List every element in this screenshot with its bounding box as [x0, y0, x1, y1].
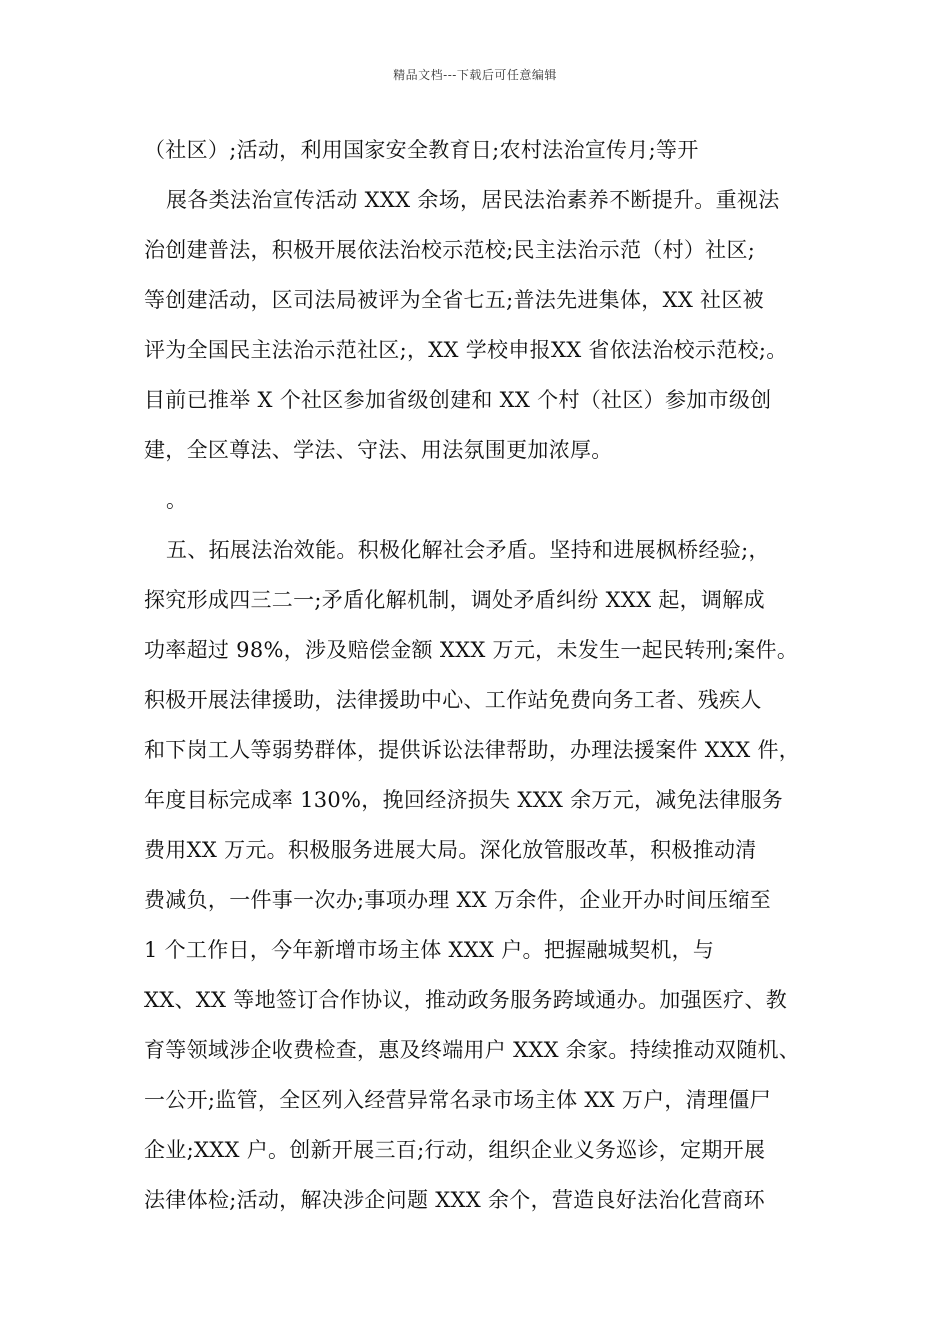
text-line: 企业;XXX 户。创新开展三百;行动，组织企业义务巡诊，定期开展: [144, 1138, 766, 1162]
text-line: 法律体检;活动，解决涉企问题 XXX 余个，营造良好法治化营商环: [144, 1188, 765, 1212]
page-header: 精品文档---下载后可任意编辑: [393, 68, 557, 82]
text-line: 1 个工作日，今年新增市场主体 XXX 户。把握融城契机，与: [144, 938, 715, 962]
text-line: 积极开展法律援助，法律援助中心、工作站免费向务工者、残疾人: [144, 688, 762, 712]
text-line: （社区）;活动，利用国家安全教育日;农村法治宣传月;等开: [144, 138, 699, 162]
text-line: 展各类法治宣传活动 XXX 余场，居民法治素养不断提升。重视法: [166, 188, 780, 212]
document-body: [144, 131, 814, 1231]
text-line: 探究形成四三二一;矛盾化解机制，调处矛盾纠纷 XXX 起，调解成: [144, 588, 765, 612]
text-line: 费减负，一件事一次办;事项办理 XX 万余件，企业开办时间压缩至: [144, 888, 771, 912]
text-line: 目前已推举 X 个社区参加省级创建和 XX 个村（社区）参加市级创: [144, 388, 772, 412]
text-line: 和下岗工人等弱势群体，提供诉讼法律帮助，办理法援案件 XXX 件，: [144, 738, 801, 762]
text-line: 年度目标完成率 130%，挽回经济损失 XXX 余万元，减免法律服务: [144, 788, 784, 812]
text-line: 治创建普法，积极开展依法治校示范校;民主法治示范（村）社区;: [144, 238, 756, 262]
text-line: 评为全国民主法治示范社区;，XX 学校申报XX 省依法治校示范校;。: [144, 338, 788, 362]
text-line: XX、XX 等地签订合作协议，推动政务服务跨域通办。加强医疗、教: [144, 988, 788, 1012]
text-line: 建，全区尊法、学法、守法、用法氛围更加浓厚。: [144, 438, 613, 462]
text-line: 。: [166, 488, 188, 512]
text-line: 等创建活动，区司法局被评为全省七五;普法先进集体，XX 社区被: [144, 288, 764, 312]
text-line: 费用XX 万元。积极服务进展大局。深化放管服改革，积极推动清: [144, 838, 757, 862]
text-line: 五、拓展法治效能。积极化解社会矛盾。坚持和进展枫桥经验;，: [166, 538, 770, 562]
text-line: 一公开;监管，全区列入经营异常名录市场主体 XX 万户，清理僵尸: [144, 1088, 771, 1112]
text-line: 育等领域涉企收费检查，惠及终端用户 XXX 余家。持续推动双随机、: [144, 1038, 801, 1062]
text-line: 功率超过 98%，涉及赔偿金额 XXX 万元，未发生一起民转刑;案件。: [144, 638, 799, 662]
